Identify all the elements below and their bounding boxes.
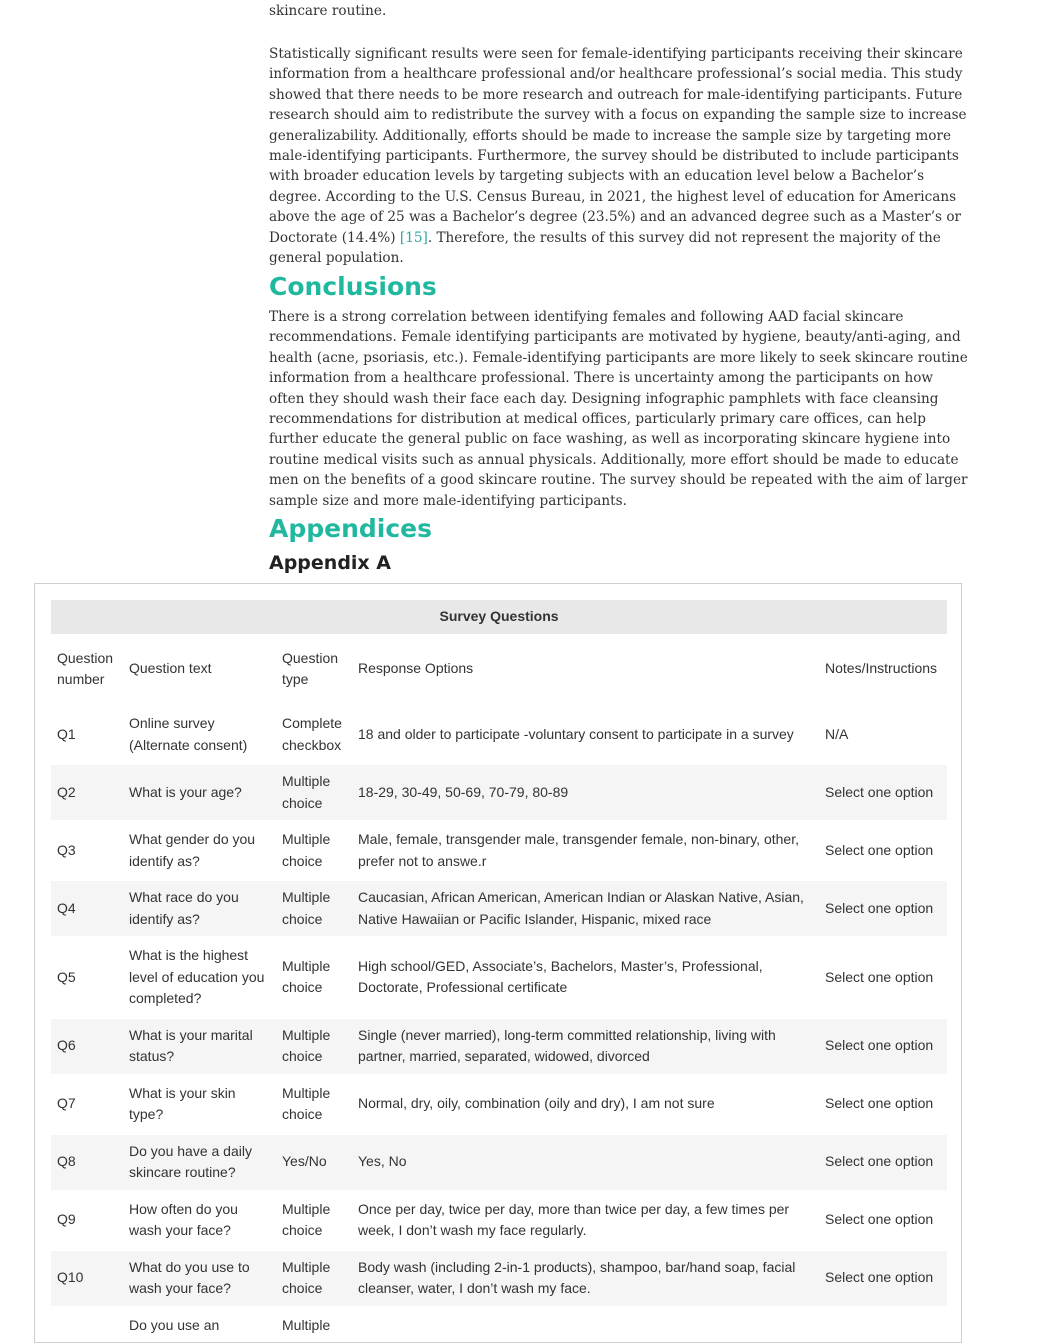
- cell-number: Q1: [51, 706, 123, 764]
- survey-questions-table: [51, 600, 947, 1342]
- cell-notes: Select one option: [819, 822, 947, 880]
- cell-notes: Select one option: [819, 1133, 947, 1191]
- table-caption: Survey Questions: [51, 600, 947, 634]
- header-notes: Notes/Instructions: [819, 634, 947, 706]
- cell-question: Do you have a daily skincare routine?: [123, 1133, 276, 1191]
- cell-question: What is your marital status?: [123, 1017, 276, 1075]
- cell-type: Multiple choice: [276, 1017, 352, 1075]
- cell-notes: Select one option: [819, 938, 947, 1018]
- cell-number: Q9: [51, 1191, 123, 1249]
- cell-number: Q6: [51, 1017, 123, 1075]
- cell-type: Complete checkbox: [276, 706, 352, 764]
- table-row: [51, 706, 947, 764]
- cell-notes: Select one option: [819, 1191, 947, 1249]
- discussion-paragraph: [269, 44, 969, 268]
- citation-link[interactable]: [15]: [399, 229, 428, 246]
- header-question-type: Question type: [276, 634, 352, 706]
- table-row: [51, 1075, 947, 1133]
- cell-question: What race do you identify as?: [123, 880, 276, 938]
- cell-notes: Select one option: [819, 1017, 947, 1075]
- header-question-number: Question number: [51, 634, 123, 706]
- header-response-options: Response Options: [352, 634, 819, 706]
- table-row: [51, 1133, 947, 1191]
- cell-responses: Caucasian, African American, American Indian or Alaskan Native, Asian, Native Hawaiian or Pacific Islander, Hispanic, mixed race: [352, 880, 819, 938]
- cell-number: Q10: [51, 1249, 123, 1307]
- table-caption-row: [51, 600, 947, 634]
- cell-notes: Select one option: [819, 1249, 947, 1307]
- cell-number: Q4: [51, 880, 123, 938]
- cell-question: What is the highest level of education you completed?: [123, 938, 276, 1018]
- header-question-text: Question text: [123, 634, 276, 706]
- conclusions-heading: Conclusions: [269, 272, 437, 301]
- cell-notes: Select one option: [819, 764, 947, 822]
- cell-notes: Select one option: [819, 880, 947, 938]
- cell-number: Q7: [51, 1075, 123, 1133]
- cell-type: Multiple choice: [276, 880, 352, 938]
- appendix-a-heading: Appendix A: [269, 552, 392, 574]
- table-row: [51, 938, 947, 1018]
- table-frame: [34, 583, 962, 1343]
- cell-number: Q3: [51, 822, 123, 880]
- cell-question: Online survey (Alternate consent): [123, 706, 276, 764]
- cell-responses: Once per day, twice per day, more than twice per day, a few times per week, I don’t wash my face regularly.: [352, 1191, 819, 1249]
- table-row: [51, 1191, 947, 1249]
- cell-type: Multiple choice: [276, 1249, 352, 1307]
- discussion-text: Statistically significant results were seen for female-identifying participants receiving their skincare information from a healthcare professional and/or healthcare professional’s social media. This study showed that there needs to be more research and outreach for male-identifying participants. Future research should aim to redistribute the survey with a focus on expanding the sample size to increase generalizability. Additionally, efforts should be made to increase the sample size by targeting more male-identifying participants. Furthermore, the survey should be distributed to include participants with broader education levels by targeting subjects with an education level below a Bachelor’s degree. According to the U.S. Census Bureau, in 2021, the highest level of education for Americans above the age of 25 was a Bachelor’s degree (23.5%) and an advanced degree such as a Master’s or Doctorate (14.4%): [269, 46, 967, 246]
- cell-responses: 18 and older to participate -voluntary consent to participate in a survey: [352, 706, 819, 764]
- cell-responses: Single (never married), long-term committed relationship, living with partner, married, separated, widowed, divorced: [352, 1017, 819, 1075]
- table-row: [51, 822, 947, 880]
- cell-question: What is your skin type?: [123, 1075, 276, 1133]
- cell-number: [51, 1307, 123, 1342]
- cell-question: What gender do you identify as?: [123, 822, 276, 880]
- cell-type: Multiple choice: [276, 1191, 352, 1249]
- table-row: [51, 1017, 947, 1075]
- cell-responses: [352, 1307, 819, 1342]
- survey-table-wrapper: [51, 600, 947, 1342]
- cell-responses: 18-29, 30-49, 50-69, 70-79, 80-89: [352, 764, 819, 822]
- cell-responses: Yes, No: [352, 1133, 819, 1191]
- cell-number: Q8: [51, 1133, 123, 1191]
- cell-type: Multiple choice: [276, 1075, 352, 1133]
- table-row: [51, 764, 947, 822]
- cell-responses: Normal, dry, oily, combination (oily and dry), I am not sure: [352, 1075, 819, 1133]
- cell-responses: High school/GED, Associate’s, Bachelors, Master’s, Professional, Doctorate, Professional certificate: [352, 938, 819, 1018]
- table-row: [51, 1307, 947, 1342]
- cell-number: Q2: [51, 764, 123, 822]
- cell-notes: N/A: [819, 706, 947, 764]
- conclusions-paragraph: There is a strong correlation between identifying females and following AAD facial skincare recommendations. Female identifying participants are motivated by hygiene, beauty/anti-aging, and health (acne, psoriasis, etc.). Female-identifying participants are more likely to seek skincare routine information from a healthcare professional. There is uncertainty among the participants on how often they should wash their face each day. Designing infographic pamphlets with face cleansing recommendations for distribution at medical offices, particularly primary care offices, can help further educate the general public on face washing, as well as incorporating skincare hygiene into routine medical visits such as annual physicals. Additionally, more effort should be made to educate men on the benefits of a good skincare routine. The survey should be repeated with the aim of larger sample size and more male-identifying participants.: [269, 309, 968, 509]
- table-header-row: [51, 634, 947, 706]
- cell-responses: Body wash (including 2-in-1 products), shampoo, bar/hand soap, facial cleanser, water, I don’t wash my face.: [352, 1249, 819, 1307]
- cell-notes: Select one option: [819, 1075, 947, 1133]
- cell-type: Multiple: [276, 1307, 352, 1342]
- table-row: [51, 880, 947, 938]
- cell-type: Multiple choice: [276, 822, 352, 880]
- table-row: [51, 1249, 947, 1307]
- cell-question: What do you use to wash your face?: [123, 1249, 276, 1307]
- cell-question: What is your age?: [123, 764, 276, 822]
- cell-type: Multiple choice: [276, 764, 352, 822]
- cell-notes: [819, 1307, 947, 1342]
- cell-question: How often do you wash your face?: [123, 1191, 276, 1249]
- cell-responses: Male, female, transgender male, transgender female, non-binary, other, prefer not to answe.r: [352, 822, 819, 880]
- cell-number: Q5: [51, 938, 123, 1018]
- discussion-tail: . Therefore, the results of this survey did not represent the majority of the general population.: [269, 229, 941, 267]
- cell-type: Multiple choice: [276, 938, 352, 1018]
- appendices-heading: Appendices: [269, 514, 433, 543]
- cell-question: Do you use an: [123, 1307, 276, 1342]
- cell-type: Yes/No: [276, 1133, 352, 1191]
- article-fragment: skincare routine.: [269, 3, 387, 19]
